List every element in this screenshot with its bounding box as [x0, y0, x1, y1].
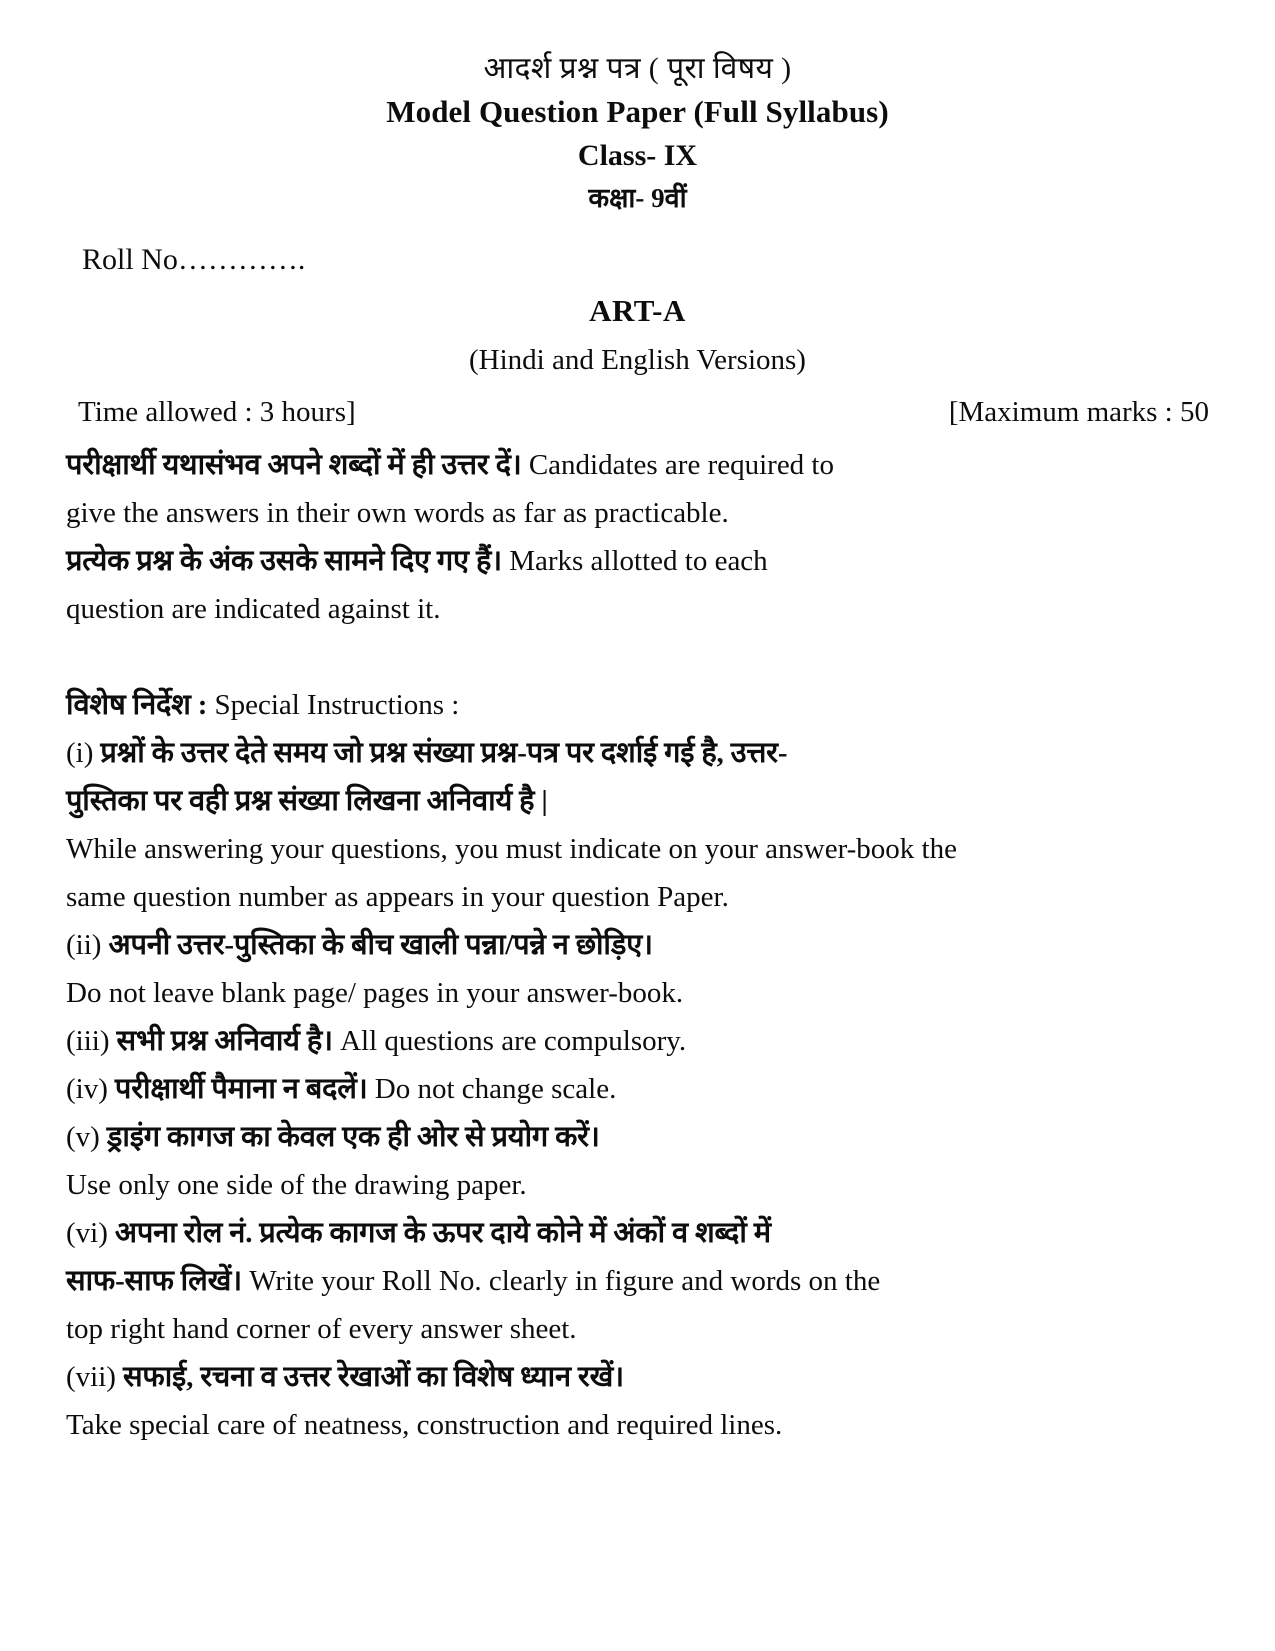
- versions-note: (Hindi and English Versions): [469, 344, 806, 376]
- subject-code-heading: ART-A: [589, 293, 686, 328]
- time-and-marks-row: [66, 396, 1209, 429]
- class-label-english: Class- IX: [577, 139, 698, 172]
- general-instruction-2-english-inline: Marks allotted to each: [501, 545, 768, 577]
- instruction-vii-english-line-1: Take special care of neatness, construction and required lines.: [66, 1409, 783, 1441]
- maximum-marks-label: [Maximum marks : 50: [948, 396, 1209, 428]
- special-instruction-item: [66, 1065, 1156, 1113]
- instruction-marker-iii: (iii): [66, 1025, 110, 1057]
- instruction-marker-i: (i): [66, 737, 94, 769]
- instruction-vi-english-inline: Write your Roll No. clearly in figure and words on the: [241, 1265, 881, 1297]
- special-instruction-item: [66, 729, 1156, 777]
- special-instructions-heading-english: Special Instructions :: [207, 689, 460, 721]
- special-instruction-item: [66, 921, 1156, 969]
- general-instruction-2-hindi: प्रत्येक प्रश्न के अंक उसके सामने दिए गए हैं।: [66, 545, 502, 577]
- instruction-marker-vii: (vii): [66, 1361, 116, 1393]
- special-instructions-heading: [66, 681, 1156, 729]
- general-instruction-line: [66, 441, 1156, 489]
- instruction-v-english-line-1: Use only one side of the drawing paper.: [66, 1169, 527, 1201]
- instruction-marker-v: (v): [66, 1121, 100, 1153]
- general-instruction-line: [66, 537, 1156, 585]
- roll-no-field: Roll No………….: [82, 243, 306, 276]
- time-allowed-label: Time allowed : 3 hours]: [78, 396, 356, 428]
- instruction-iv-english-inline: Do not change scale.: [367, 1073, 617, 1105]
- instruction-i-english-line-2: same question number as appears in your question Paper.: [66, 881, 729, 913]
- instruction-vi-english-line-2: top right hand corner of every answer sheet.: [66, 1313, 577, 1345]
- instruction-iv-hindi-line-1: परीक्षार्थी पैमाना न बदलें।: [107, 1073, 368, 1105]
- special-instruction-item: [66, 1353, 1156, 1401]
- instruction-v-hindi-line-1: ड्राइंग कागज का केवल एक ही ओर से प्रयोग करें।: [99, 1121, 600, 1153]
- instruction-i-english-line-1: While answering your questions, you must indicate on your answer-book the: [66, 833, 957, 865]
- special-instruction-item: [66, 1017, 1156, 1065]
- instruction-iii-hindi-line-1: सभी प्रश्न अनिवार्य है।: [109, 1025, 333, 1057]
- instruction-vi-hindi-line-2: साफ-साफ लिखें।: [66, 1265, 242, 1297]
- instruction-iii-english-inline: All questions are compulsory.: [332, 1025, 687, 1057]
- instruction-ii-english-line-1: Do not leave blank page/ pages in your answer-book.: [66, 977, 684, 1009]
- instruction-vi-second-line: [66, 1257, 1156, 1305]
- instruction-i-hindi-line-2: पुस्तिका पर वही प्रश्न संख्या लिखना अनिवार्य है |: [66, 785, 548, 817]
- instruction-ii-hindi-line-1: अपनी उत्तर-पुस्तिका के बीच खाली पन्ना/पन्ने न छोड़िए।: [101, 929, 653, 961]
- special-instruction-item: [66, 1209, 1156, 1257]
- general-instruction-2-english-cont: question are indicated against it.: [66, 593, 441, 625]
- page-title-hindi: आदर्श प्रश्न पत्र ( पूरा विषय ): [483, 52, 792, 85]
- special-instructions-heading-hindi: विशेष निर्देश :: [66, 689, 208, 721]
- instruction-vii-hindi-line-1: सफाई, रचना व उत्तर रेखाओं का विशेष ध्यान रखें।: [115, 1361, 624, 1393]
- paragraph-spacer: [66, 633, 1156, 681]
- instruction-i-hindi-line-1: प्रश्नों के उत्तर देते समय जो प्रश्न संख्या प्रश्न-पत्र पर दर्शाई गई है, उत्तर-: [93, 737, 788, 769]
- general-instruction-1-english-inline: Candidates are required to: [521, 449, 834, 481]
- document-header: [0, 0, 1275, 218]
- instruction-marker-ii: (ii): [66, 929, 102, 961]
- general-instruction-1-english-cont: give the answers in their own words as far as practicable.: [66, 497, 729, 529]
- instructions-body: [66, 441, 1156, 1449]
- page-title-english: Model Question Paper (Full Syllabus): [386, 94, 889, 129]
- class-label-hindi: कक्षा- 9वीं: [588, 183, 687, 213]
- general-instruction-1-hindi: परीक्षार्थी यथासंभव अपने शब्दों में ही उत्तर दें।: [66, 449, 522, 481]
- instruction-vi-hindi-line-1: अपना रोल नं. प्रत्येक कागज के ऊपर दाये कोने में अंकों व शब्दों में: [107, 1217, 771, 1249]
- instruction-marker-iv: (iv): [66, 1073, 108, 1105]
- special-instruction-item: [66, 1113, 1156, 1161]
- instruction-marker-vi: (vi): [66, 1217, 108, 1249]
